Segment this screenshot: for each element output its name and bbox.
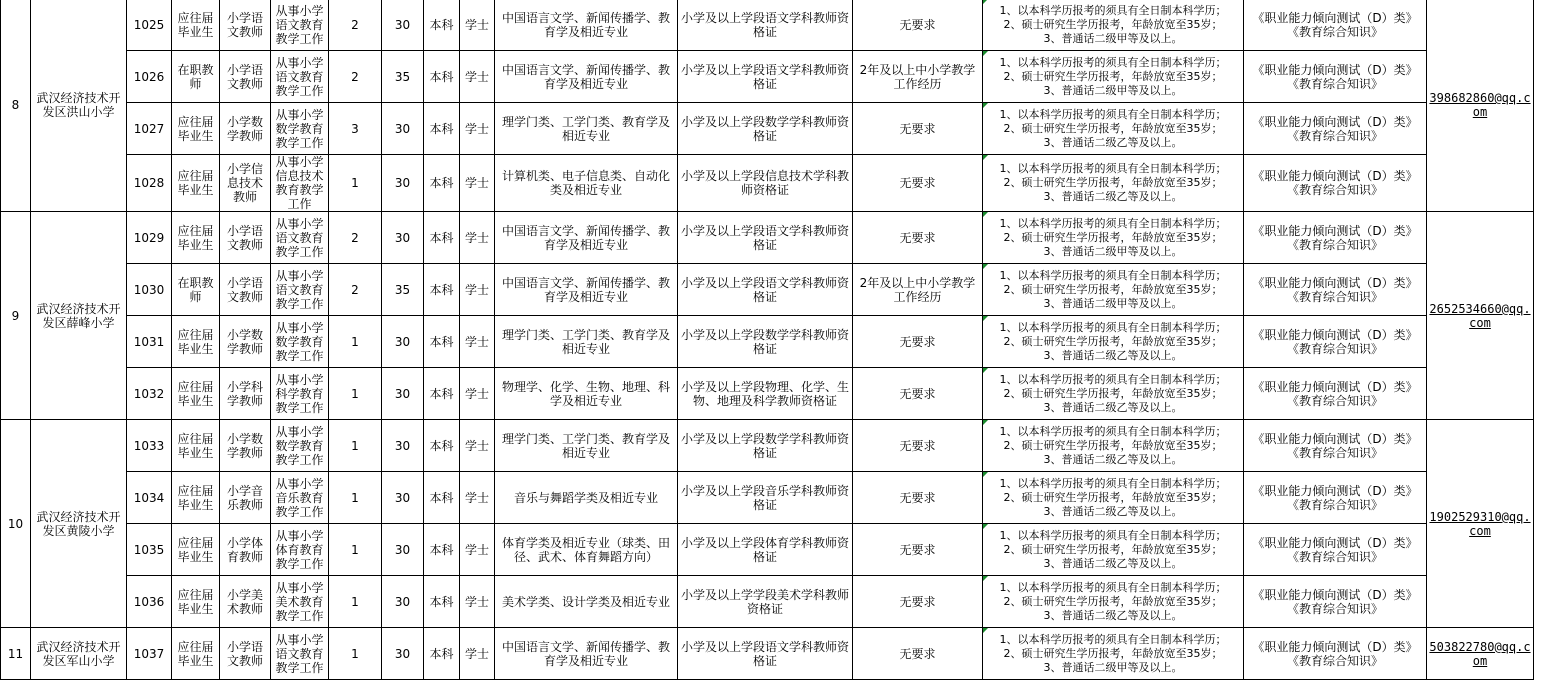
major-requirement-cell: 音乐与舞蹈学类及相近专业 bbox=[495, 472, 678, 524]
age-limit-cell: 30 bbox=[382, 472, 424, 524]
certificate-requirement-cell: 小学及以上学段体育学科教师资格证 bbox=[678, 524, 853, 576]
job-description-cell: 从事小学科学教育教学工作 bbox=[271, 368, 329, 420]
contact-email-cell bbox=[1427, 628, 1534, 680]
education-cell: 本科 bbox=[424, 0, 460, 51]
hiring-count-cell: 1 bbox=[329, 420, 382, 472]
job-description-cell: 从事小学数学教育教学工作 bbox=[271, 420, 329, 472]
target-group-cell: 应往届毕业生 bbox=[172, 472, 220, 524]
exam-subject-cell: 《职业能力倾向测试（D）类》《教育综合知识》 bbox=[1244, 524, 1427, 576]
exam-subject-cell: 《职业能力倾向测试（D）类》《教育综合知识》 bbox=[1244, 628, 1427, 680]
degree-cell: 学士 bbox=[460, 368, 495, 420]
certificate-requirement-cell: 小学及以上学段数学学科教师资格证 bbox=[678, 316, 853, 368]
target-group-cell: 应往届毕业生 bbox=[172, 524, 220, 576]
other-requirements-cell: 1、以本科学历报考的须具有全日制本科学历； 2、硕士研究生学历报考，年龄放宽至35岁； 3、普通话二级乙等及以上。 bbox=[983, 472, 1244, 524]
job-description-cell: 从事小学语文教育教学工作 bbox=[271, 0, 329, 51]
certificate-requirement-cell: 小学及以上学段信息技术学科教师资格证 bbox=[678, 155, 853, 212]
contact-email-link[interactable]: 398682860@qq.com bbox=[1429, 91, 1531, 119]
job-description-cell: 从事小学音乐教育教学工作 bbox=[271, 472, 329, 524]
hiring-count-cell: 3 bbox=[329, 103, 382, 155]
degree-cell: 学士 bbox=[460, 264, 495, 316]
position-title-cell: 小学语文教师 bbox=[220, 212, 271, 264]
school-name-cell: 武汉经济技术开发区洪山小学 bbox=[31, 0, 127, 212]
contact-email-link[interactable]: 503822780@qq.com bbox=[1429, 639, 1531, 668]
major-requirement-cell: 中国语言文学、新闻传播学、教育学及相近专业 bbox=[495, 0, 678, 51]
table-row bbox=[1, 524, 1534, 576]
job-description-cell: 从事小学数学教育教学工作 bbox=[271, 103, 329, 155]
position-title-cell: 小学数学教师 bbox=[220, 420, 271, 472]
exam-subject-cell: 《职业能力倾向测试（D）类》《教育综合知识》 bbox=[1244, 316, 1427, 368]
table-row bbox=[1, 316, 1534, 368]
other-requirements-cell: 1、以本科学历报考的须具有全日制本科学历； 2、硕士研究生学历报考，年龄放宽至35岁； 3、普通话二级甲等及以上。 bbox=[983, 0, 1244, 51]
target-group-cell: 应往届毕业生 bbox=[172, 316, 220, 368]
education-cell: 本科 bbox=[424, 368, 460, 420]
degree-cell: 学士 bbox=[460, 524, 495, 576]
position-title-cell: 小学音乐教师 bbox=[220, 472, 271, 524]
contact-email-cell bbox=[1427, 212, 1534, 420]
major-requirement-cell: 美术学类、设计学类及相近专业 bbox=[495, 576, 678, 628]
education-cell: 本科 bbox=[424, 155, 460, 212]
table-row bbox=[1, 103, 1534, 155]
certificate-requirement-cell: 小学及以上学段语文学科教师资格证 bbox=[678, 51, 853, 103]
position-code-cell: 1031 bbox=[127, 316, 172, 368]
hiring-count-cell: 2 bbox=[329, 0, 382, 51]
education-cell: 本科 bbox=[424, 576, 460, 628]
position-code-cell: 1026 bbox=[127, 51, 172, 103]
table-row bbox=[1, 51, 1534, 103]
degree-cell: 学士 bbox=[460, 316, 495, 368]
table-row bbox=[1, 212, 1534, 264]
table-row bbox=[1, 264, 1534, 316]
education-cell: 本科 bbox=[424, 51, 460, 103]
experience-requirement-cell: 无要求 bbox=[853, 524, 983, 576]
major-requirement-cell: 体育学类及相近专业（球类、田径、武术、体育舞蹈方向） bbox=[495, 524, 678, 576]
target-group-cell: 应往届毕业生 bbox=[172, 0, 220, 51]
position-code-cell: 1028 bbox=[127, 155, 172, 212]
age-limit-cell: 30 bbox=[382, 420, 424, 472]
job-description-cell: 从事小学信息技术教育教学工作 bbox=[271, 155, 329, 212]
age-limit-cell: 30 bbox=[382, 212, 424, 264]
experience-requirement-cell: 无要求 bbox=[853, 0, 983, 51]
education-cell: 本科 bbox=[424, 628, 460, 680]
table-row bbox=[1, 472, 1534, 524]
position-code-cell: 1037 bbox=[127, 628, 172, 680]
major-requirement-cell: 中国语言文学、新闻传播学、教育学及相近专业 bbox=[495, 51, 678, 103]
age-limit-cell: 30 bbox=[382, 316, 424, 368]
job-description-cell: 从事小学语文教育教学工作 bbox=[271, 212, 329, 264]
target-group-cell: 应往届毕业生 bbox=[172, 628, 220, 680]
other-requirements-cell: 1、以本科学历报考的须具有全日制本科学历； 2、硕士研究生学历报考，年龄放宽至35岁； 3、普通话二级乙等及以上。 bbox=[983, 103, 1244, 155]
job-description-cell: 从事小学体育教育教学工作 bbox=[271, 524, 329, 576]
job-description-cell: 从事小学语文教育教学工作 bbox=[271, 51, 329, 103]
job-description-cell: 从事小学语文教育教学工作 bbox=[271, 264, 329, 316]
position-title-cell: 小学信息技术教师 bbox=[220, 155, 271, 212]
school-seq-cell: 11 bbox=[1, 628, 31, 680]
age-limit-cell: 30 bbox=[382, 103, 424, 155]
table-body bbox=[1, 0, 1534, 680]
certificate-requirement-cell: 小学及以上学段语文学科教师资格证 bbox=[678, 628, 853, 680]
other-requirements-cell: 1、以本科学历报考的须具有全日制本科学历； 2、硕士研究生学历报考，年龄放宽至35岁； 3、普通话二级甲等及以上。 bbox=[983, 264, 1244, 316]
experience-requirement-cell: 无要求 bbox=[853, 212, 983, 264]
school-name-cell: 武汉经济技术开发区黄陵小学 bbox=[31, 420, 127, 628]
experience-requirement-cell: 2年及以上中小学教学工作经历 bbox=[853, 264, 983, 316]
exam-subject-cell: 《职业能力倾向测试（D）类》《教育综合知识》 bbox=[1244, 212, 1427, 264]
certificate-requirement-cell: 小学及以上学段语文学科教师资格证 bbox=[678, 264, 853, 316]
age-limit-cell: 30 bbox=[382, 155, 424, 212]
position-code-cell: 1029 bbox=[127, 212, 172, 264]
other-requirements-cell: 1、以本科学历报考的须具有全日制本科学历； 2、硕士研究生学历报考，年龄放宽至35岁； 3、普通话二级乙等及以上。 bbox=[983, 420, 1244, 472]
education-cell: 本科 bbox=[424, 316, 460, 368]
target-group-cell: 应往届毕业生 bbox=[172, 103, 220, 155]
position-code-cell: 1027 bbox=[127, 103, 172, 155]
age-limit-cell: 30 bbox=[382, 368, 424, 420]
other-requirements-cell: 1、以本科学历报考的须具有全日制本科学历； 2、硕士研究生学历报考，年龄放宽至35岁； 3、普通话二级乙等及以上。 bbox=[983, 576, 1244, 628]
position-title-cell: 小学体育教师 bbox=[220, 524, 271, 576]
degree-cell: 学士 bbox=[460, 472, 495, 524]
hiring-count-cell: 1 bbox=[329, 628, 382, 680]
education-cell: 本科 bbox=[424, 472, 460, 524]
hiring-count-cell: 2 bbox=[329, 264, 382, 316]
position-title-cell: 小学数学教师 bbox=[220, 316, 271, 368]
hiring-count-cell: 1 bbox=[329, 368, 382, 420]
major-requirement-cell: 中国语言文学、新闻传播学、教育学及相近专业 bbox=[495, 264, 678, 316]
education-cell: 本科 bbox=[424, 420, 460, 472]
certificate-requirement-cell: 小学及以上学段音乐学科教师资格证 bbox=[678, 472, 853, 524]
target-group-cell: 应往届毕业生 bbox=[172, 155, 220, 212]
position-title-cell: 小学语文教师 bbox=[220, 0, 271, 51]
age-limit-cell: 30 bbox=[382, 628, 424, 680]
degree-cell: 学士 bbox=[460, 628, 495, 680]
other-requirements-cell: 1、以本科学历报考的须具有全日制本科学历； 2、硕士研究生学历报考，年龄放宽至35岁； 3、普通话二级乙等及以上。 bbox=[983, 316, 1244, 368]
school-name-cell: 武汉经济技术开发区薛峰小学 bbox=[31, 212, 127, 420]
degree-cell: 学士 bbox=[460, 576, 495, 628]
contact-email-cell bbox=[1427, 420, 1534, 628]
experience-requirement-cell: 无要求 bbox=[853, 368, 983, 420]
degree-cell: 学士 bbox=[460, 0, 495, 51]
degree-cell: 学士 bbox=[460, 420, 495, 472]
major-requirement-cell: 计算机类、电子信息类、自动化类及相近专业 bbox=[495, 155, 678, 212]
certificate-requirement-cell: 小学及以上学段数学学科教师资格证 bbox=[678, 420, 853, 472]
major-requirement-cell: 物理学、化学、生物、地理、科学及相近专业 bbox=[495, 368, 678, 420]
certificate-requirement-cell: 小学及以上学段数学学科教师资格证 bbox=[678, 103, 853, 155]
table-row bbox=[1, 368, 1534, 420]
hiring-count-cell: 1 bbox=[329, 576, 382, 628]
experience-requirement-cell: 无要求 bbox=[853, 628, 983, 680]
job-description-cell: 从事小学美术教育教学工作 bbox=[271, 576, 329, 628]
degree-cell: 学士 bbox=[460, 103, 495, 155]
exam-subject-cell: 《职业能力倾向测试（D）类》《教育综合知识》 bbox=[1244, 420, 1427, 472]
hiring-count-cell: 1 bbox=[329, 155, 382, 212]
major-requirement-cell: 中国语言文学、新闻传播学、教育学及相近专业 bbox=[495, 212, 678, 264]
degree-cell: 学士 bbox=[460, 51, 495, 103]
age-limit-cell: 30 bbox=[382, 524, 424, 576]
certificate-requirement-cell: 小学及以上学段物理、化学、生物、地理及科学教师资格证 bbox=[678, 368, 853, 420]
school-seq-cell: 8 bbox=[1, 0, 31, 212]
exam-subject-cell: 《职业能力倾向测试（D）类》《教育综合知识》 bbox=[1244, 472, 1427, 524]
target-group-cell: 在职教师 bbox=[172, 264, 220, 316]
position-code-cell: 1033 bbox=[127, 420, 172, 472]
table-row bbox=[1, 155, 1534, 212]
certificate-requirement-cell: 小学及以上学段语文学科教师资格证 bbox=[678, 0, 853, 51]
degree-cell: 学士 bbox=[460, 212, 495, 264]
exam-subject-cell: 《职业能力倾向测试（D）类》《教育综合知识》 bbox=[1244, 51, 1427, 103]
experience-requirement-cell: 2年及以上中小学教学工作经历 bbox=[853, 51, 983, 103]
position-code-cell: 1025 bbox=[127, 0, 172, 51]
position-title-cell: 小学美术教师 bbox=[220, 576, 271, 628]
table-row bbox=[1, 576, 1534, 628]
other-requirements-cell: 1、以本科学历报考的须具有全日制本科学历； 2、硕士研究生学历报考，年龄放宽至35岁； 3、普通话二级甲等及以上。 bbox=[983, 212, 1244, 264]
position-code-cell: 1035 bbox=[127, 524, 172, 576]
exam-subject-cell: 《职业能力倾向测试（D）类》《教育综合知识》 bbox=[1244, 155, 1427, 212]
certificate-requirement-cell: 小学及以上学段语文学科教师资格证 bbox=[678, 212, 853, 264]
contact-email-link[interactable]: 2652534660@qq.com bbox=[1429, 301, 1531, 330]
major-requirement-cell: 中国语言文学、新闻传播学、教育学及相近专业 bbox=[495, 628, 678, 680]
position-title-cell: 小学科学教师 bbox=[220, 368, 271, 420]
target-group-cell: 应往届毕业生 bbox=[172, 576, 220, 628]
education-cell: 本科 bbox=[424, 103, 460, 155]
table-row bbox=[1, 628, 1534, 680]
position-title-cell: 小学数学教师 bbox=[220, 103, 271, 155]
exam-subject-cell: 《职业能力倾向测试（D）类》《教育综合知识》 bbox=[1244, 103, 1427, 155]
experience-requirement-cell: 无要求 bbox=[853, 420, 983, 472]
target-group-cell: 应往届毕业生 bbox=[172, 212, 220, 264]
other-requirements-cell: 1、以本科学历报考的须具有全日制本科学历； 2、硕士研究生学历报考，年龄放宽至35岁； 3、普通话二级乙等及以上。 bbox=[983, 368, 1244, 420]
experience-requirement-cell: 无要求 bbox=[853, 472, 983, 524]
exam-subject-cell: 《职业能力倾向测试（D）类》《教育综合知识》 bbox=[1244, 576, 1427, 628]
education-cell: 本科 bbox=[424, 212, 460, 264]
contact-email-link[interactable]: 1902529310@qq.com bbox=[1429, 509, 1531, 538]
hiring-count-cell: 1 bbox=[329, 524, 382, 576]
experience-requirement-cell: 无要求 bbox=[853, 103, 983, 155]
major-requirement-cell: 理学门类、工学门类、教育学及相近专业 bbox=[495, 103, 678, 155]
education-cell: 本科 bbox=[424, 524, 460, 576]
position-code-cell: 1030 bbox=[127, 264, 172, 316]
other-requirements-cell: 1、以本科学历报考的须具有全日制本科学历； 2、硕士研究生学历报考，年龄放宽至35岁； 3、普通话二级乙等及以上。 bbox=[983, 524, 1244, 576]
hiring-count-cell: 1 bbox=[329, 472, 382, 524]
experience-requirement-cell: 无要求 bbox=[853, 316, 983, 368]
experience-requirement-cell: 无要求 bbox=[853, 576, 983, 628]
target-group-cell: 应往届毕业生 bbox=[172, 420, 220, 472]
school-name-cell: 武汉经济技术开发区军山小学 bbox=[31, 628, 127, 680]
age-limit-cell: 30 bbox=[382, 576, 424, 628]
major-requirement-cell: 理学门类、工学门类、教育学及相近专业 bbox=[495, 316, 678, 368]
position-code-cell: 1032 bbox=[127, 368, 172, 420]
experience-requirement-cell: 无要求 bbox=[853, 155, 983, 212]
position-title-cell: 小学语文教师 bbox=[220, 264, 271, 316]
school-seq-cell: 9 bbox=[1, 212, 31, 420]
age-limit-cell: 30 bbox=[382, 0, 424, 51]
age-limit-cell: 35 bbox=[382, 264, 424, 316]
other-requirements-cell: 1、以本科学历报考的须具有全日制本科学历； 2、硕士研究生学历报考，年龄放宽至35岁； 3、普通话二级甲等及以上。 bbox=[983, 51, 1244, 103]
other-requirements-cell: 1、以本科学历报考的须具有全日制本科学历； 2、硕士研究生学历报考，年龄放宽至35岁； 3、普通话二级甲等及以上。 bbox=[983, 628, 1244, 680]
school-seq-cell: 10 bbox=[1, 420, 31, 628]
job-description-cell: 从事小学语文教育教学工作 bbox=[271, 628, 329, 680]
position-code-cell: 1036 bbox=[127, 576, 172, 628]
position-code-cell: 1034 bbox=[127, 472, 172, 524]
degree-cell: 学士 bbox=[460, 155, 495, 212]
other-requirements-cell: 1、以本科学历报考的须具有全日制本科学历； 2、硕士研究生学历报考，年龄放宽至35岁； 3、普通话二级乙等及以上。 bbox=[983, 155, 1244, 212]
major-requirement-cell: 理学门类、工学门类、教育学及相近专业 bbox=[495, 420, 678, 472]
hiring-count-cell: 2 bbox=[329, 51, 382, 103]
position-title-cell: 小学语文教师 bbox=[220, 51, 271, 103]
exam-subject-cell: 《职业能力倾向测试（D）类》《教育综合知识》 bbox=[1244, 368, 1427, 420]
age-limit-cell: 35 bbox=[382, 51, 424, 103]
education-cell: 本科 bbox=[424, 264, 460, 316]
target-group-cell: 应往届毕业生 bbox=[172, 368, 220, 420]
hiring-count-cell: 2 bbox=[329, 212, 382, 264]
exam-subject-cell: 《职业能力倾向测试（D）类》《教育综合知识》 bbox=[1244, 0, 1427, 51]
job-description-cell: 从事小学数学教育教学工作 bbox=[271, 316, 329, 368]
contact-email-cell bbox=[1427, 0, 1534, 212]
table-row bbox=[1, 0, 1534, 51]
exam-subject-cell: 《职业能力倾向测试（D）类》《教育综合知识》 bbox=[1244, 264, 1427, 316]
position-title-cell: 小学语文教师 bbox=[220, 628, 271, 680]
certificate-requirement-cell: 小学及以上学学段美术学科教师资格证 bbox=[678, 576, 853, 628]
target-group-cell: 在职教师 bbox=[172, 51, 220, 103]
hiring-count-cell: 1 bbox=[329, 316, 382, 368]
table-row bbox=[1, 420, 1534, 472]
